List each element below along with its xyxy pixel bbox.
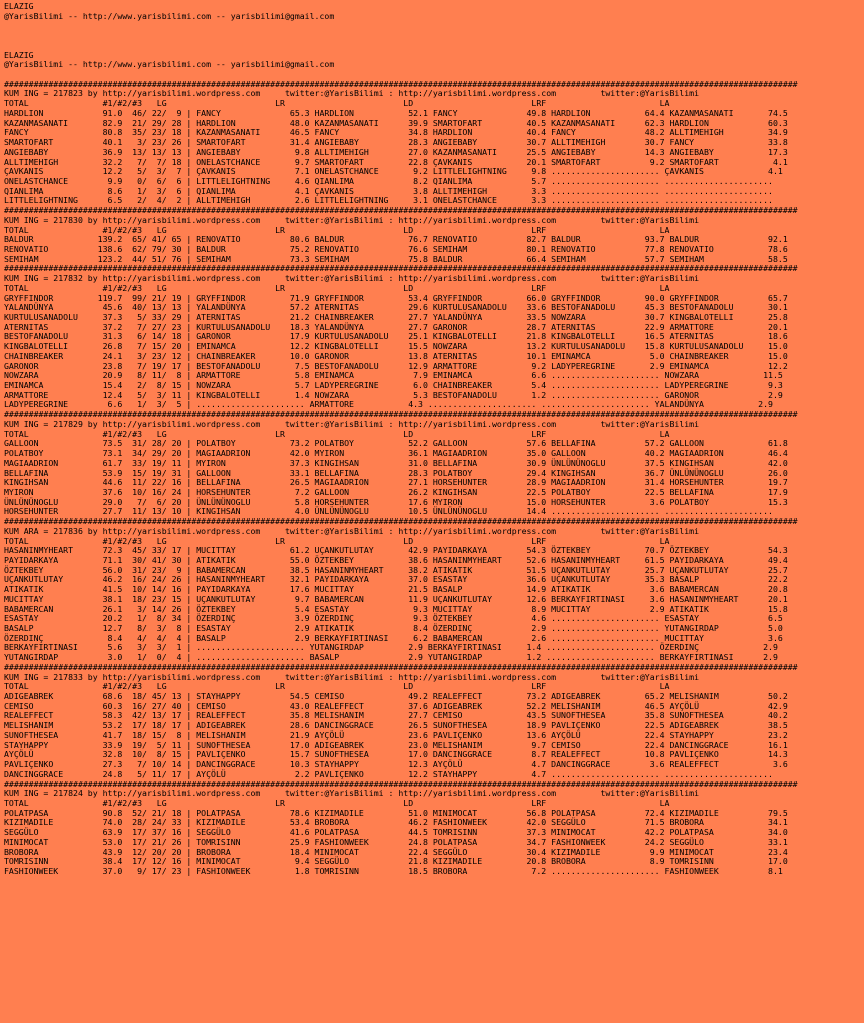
table-row: ÇAVKANIS 12.2 5/ 3/ 7 | ÇAVKANIS 7.1 ONELASTCHANCE 9.2 LITTLELIGHTNING 9.8 ...................... ÇAVKANIS 4.1	[4, 166, 783, 177]
column-header-line: TOTAL #1/#2/#3 LG LR LD LRF LA	[4, 797, 670, 808]
table-row: GALLOON 73.5 31/ 28/ 20 | POLATBOY 73.2 POLATBOY 52.2 GALLOON 57.6 BELLAFINA 57.2 GALLOON 61.8	[4, 438, 788, 449]
blank-line	[4, 21, 861, 31]
blank-line	[4, 31, 861, 41]
separator-line: #################################################################################################################################################################	[4, 78, 798, 89]
column-header-line: TOTAL #1/#2/#3 LG LR LD LRF LA	[4, 98, 670, 109]
table-row: UÇANKUTLUTAY 46.2 16/ 24/ 26 | HASANINMYHEART 32.1 PAYIDARKAYA 37.0 ESASTAY 36.6 UÇANKUTLUTAY 35.3 BASALP 22.2	[4, 574, 788, 585]
page-header-line: ELAZIG	[4, 49, 34, 60]
table-row: YALANDÜNYA 45.6 40/ 13/ 13 | YALANDÜNYA 57.2 ATERNITAS 29.6 KURTULUSANADOLU 33.6 BESTOFANADOLU 45.3 BESTOFANADOLU 30.1	[4, 302, 788, 313]
table-row: YUTANGIRDAP 3.0 1/ 0/ 4 | ...................... BASALP 2.9 YUTANGIRDAP 1.2 ...................... BERKAYFIRTINASI 2.9	[4, 652, 778, 663]
table-row: KAZANMASANATI 82.9 21/ 29/ 28 | HARDLION 48.0 KAZANMASANATI 39.9 SMARTOFART 40.5 KAZANMASANATI 62.3 HARDLION 60.3	[4, 117, 788, 128]
separator-line: #################################################################################################################################################################	[4, 778, 798, 789]
table-row: BELLAFINA 53.9 15/ 19/ 31 | GALLOON 33.1 BELLAFINA 28.3 POLATBOY 29.4 KINGIHSAN 36.7 ÜNLÜNÜNOGLU 26.0	[4, 467, 788, 478]
table-row: HASANINMYHEART 72.3 45/ 33/ 17 | MUCITTAY 61.2 UÇANKUTLUTAY 42.9 PAYIDARKAYA 54.3 ÖZTEKBEY 70.7 ÖZTEKBEY 54.3	[4, 545, 788, 556]
page-header-line: ELAZIG	[4, 1, 34, 11]
race-header-line: KUM ING = 217832 by http://yarisbilimi.wordpress.com twitter:@YarisBilimi : http://yarisbilimi.wordpress.com twitter:@YarisBilimi	[4, 273, 700, 284]
table-row: SUNOFTHESEA 41.7 18/ 15/ 8 | MELISHANIM 21.9 AYÇÖLÜ 23.6 PAVLIÇENKO 13.6 AYÇÖLÜ 22.4 STAYHAPPY 23.2	[4, 729, 788, 740]
table-row: KINGIHSAN 44.6 11/ 22/ 16 | BELLAFINA 26.5 MAGIAADRION 27.1 HORSEHUNTER 28.9 MAGIAADRION 31.4 HORSEHUNTER 19.7	[4, 477, 788, 488]
separator-line: #################################################################################################################################################################	[4, 661, 798, 672]
table-row: POLATBOY 73.1 34/ 29/ 20 | MAGIAADRION 42.0 MYIRON 36.1 MAGIAADRION 35.0 GALLOON 40.2 MAGIAADRION 46.4	[4, 448, 788, 459]
table-row: TOMRISINN 38.4 17/ 12/ 16 | MINIMOCAT 9.4 SEGGÜLO 21.8 KIZIMADILE 20.8 BROBORA 8.9 TOMRISINN 17.0	[4, 856, 788, 867]
race-header-line: KUM ING = 217830 by http://yarisbilimi.wordpress.com twitter:@YarisBilimi : http://yarisbilimi.wordpress.com twitter:@YarisBilimi	[4, 214, 700, 225]
table-row: MUCITTAY 38.1 18/ 23/ 15 | UÇANKUTLUTAY 9.7 BABAMERCAN 11.9 UÇANKUTLUTAY 12.6 BERKAYFIRTINASI 3.6 HASANINMYHEART 20.1	[4, 593, 788, 604]
table-row: AYÇÖLÜ 32.8 10/ 8/ 15 | PAVLIÇENKO 15.7 SUNOFTHESEA 17.0 DANCINGGRACE 8.7 REALEFFECT 10.8 PAVLIÇENKO 14.3	[4, 749, 788, 760]
table-row: POLATPASA 90.8 52/ 21/ 18 | POLATPASA 78.6 KIZIMADILE 51.0 MINIMOCAT 56.8 POLATPASA 72.4 KIZIMADILE 79.5	[4, 807, 788, 818]
separator-line: #################################################################################################################################################################	[4, 409, 798, 420]
table-row: MYIRON 37.6 10/ 16/ 24 | HORSEHUNTER 7.2 GALLOON 26.2 KINGIHSAN 22.5 POLATBOY 22.5 BELLAFINA 17.9	[4, 486, 788, 497]
table-row: LADYPEREGRINE 6.6 1/ 3/ 5 | ...................... ARMATTORE 4.3 ...................... ...................... YALANDÜNYA 2.9	[4, 399, 773, 410]
table-row: KIZIMADILE 74.0 28/ 24/ 33 | KIZIMADILE 53.4 BROBORA 46.2 FASHIONWEEK 42.0 SEGGÜLO 71.5 BROBORA 34.1	[4, 817, 788, 828]
table-row: EMINAMCA 15.4 2/ 8/ 15 | NOWZARA 5.7 LADYPEREGRINE 6.0 CHAINBREAKER 5.4 ...................... LADYPEREGRINE 9.3	[4, 380, 783, 391]
table-row: QIANLIMA 8.6 1/ 3/ 6 | QIANLIMA 4.1 ÇAVKANIS 3.8 ALLTIMEHIGH 3.3 ...................... ......................	[4, 185, 773, 196]
table-row: HARDLION 91.0 46/ 22/ 9 | FANCY 65.3 HARDLION 52.1 FANCY 49.8 HARDLION 64.4 KAZANMASANATI 74.5	[4, 107, 788, 118]
table-row: ATIKATIK 41.5 10/ 14/ 16 | PAYIDARKAYA 17.6 MUCITTAY 21.5 BASALP 14.9 ATIKATIK 3.6 BABAMERCAN 20.8	[4, 584, 788, 595]
column-header-line: TOTAL #1/#2/#3 LG LR LD LRF LA	[4, 224, 670, 235]
table-row: ATERNITAS 37.2 7/ 27/ 23 | KURTULUSANADOLU 18.3 YALANDÜNYA 27.7 GARONOR 28.7 ATERNITAS 22.9 ARMATTORE 20.1	[4, 321, 788, 332]
table-row: BROBORA 43.9 12/ 20/ 20 | BROBORA 18.4 MINIMOCAT 22.4 SEGGÜLO 30.4 KIZIMADILE 9.9 MINIMOCAT 23.4	[4, 846, 788, 857]
table-row: NOWZARA 20.9 8/ 11/ 8 | ARMATTORE 5.8 EMINAMCA 7.9 EMINAMCA 6.6 ...................... NOWZARA 11.5	[4, 370, 783, 381]
table-row: BABAMERCAN 26.1 3/ 14/ 26 | ÖZTEKBEY 5.4 ESASTAY 9.3 MUCITTAY 8.9 MUCITTAY 2.9 ATIKATIK 15.8	[4, 603, 788, 614]
race-header-line: KUM ING = 217823 by http://yarisbilimi.wordpress.com twitter:@YarisBilimi : http://yarisbilimi.wordpress.com twitter:@YarisBilimi	[4, 88, 700, 99]
blank-line	[4, 41, 861, 51]
table-row: ESASTAY 20.2 1/ 8/ 34 | ÖZERDINÇ 3.9 ÖZERDINÇ 9.3 ÖZTEKBEY 4.6 ...................... ESASTAY 6.5	[4, 613, 783, 624]
table-row: BALDUR 139.2 65/ 41/ 65 | RENOVATIO 80.6 BALDUR 76.7 RENOVATIO 82.7 BALDUR 93.7 BALDUR 92.1	[4, 234, 788, 245]
table-row: MELISHANIM 53.2 17/ 18/ 17 | ADIGEABREK 28.6 DANCINGGRACE 26.5 SUNOFTHESEA 18.9 PAVLIÇENKO 22.5 ADIGEABREK 38.5	[4, 720, 788, 731]
table-row: ALLTIMEHIGH 32.2 7/ 7/ 18 | ONELASTCHANCE 9.7 SMARTOFART 22.8 ÇAVKANIS 20.1 SMARTOFART 9.2 SMARTOFART 4.1	[4, 156, 788, 167]
race-header-line: KUM ING = 217824 by http://yarisbilimi.wordpress.com twitter:@YarisBilimi : http://yarisbilimi.wordpress.com twitter:@YarisBilimi	[4, 788, 700, 799]
table-row: MAGIAADRION 61.7 33/ 19/ 11 | MYIRON 37.3 KINGIHSAN 31.0 BELLAFINA 30.9 ÜNLÜNÜNOGLU 37.5 KINGIHSAN 42.0	[4, 457, 788, 468]
table-row: LITTLELIGHTNING 6.5 2/ 4/ 2 | ALLTIMEHIGH 2.6 LITTLELIGHTNING 3.1 ONELASTCHANCE 3.3 ...................... ......................	[4, 195, 773, 206]
table-row: SEMIHAM 123.2 44/ 51/ 76 | SEMIHAM 73.3 SEMIHAM 75.8 BALDUR 66.4 SEMIHAM 57.7 SEMIHAM 58.5	[4, 253, 788, 264]
table-row: GRYFFINDOR 119.7 99/ 21/ 19 | GRYFFINDOR 71.9 GRYFFINDOR 53.4 GRYFFINDOR 66.0 GRYFFINDOR 90.0 GRYFFINDOR 65.7	[4, 292, 788, 303]
race-header-line: KUM ING = 217829 by http://yarisbilimi.wordpress.com twitter:@YarisBilimi : http://yarisbilimi.wordpress.com twitter:@YarisBilimi	[4, 418, 700, 429]
table-row: BASALP 12.7 8/ 3/ 8 | ESASTAY 2.9 ATIKATIK 8.4 ÖZERDINÇ 2.9 ...................... YUTANGIRDAP 5.0	[4, 623, 783, 633]
table-row: REALEFFECT 58.3 42/ 13/ 17 | REALEFFECT 35.8 MELISHANIM 27.7 CEMISO 43.5 SUNOFTHESEA 35.8 SUNOFTHESEA 40.2	[4, 710, 788, 721]
table-row: ÜNLÜNÜNOGLU 29.0 7/ 6/ 20 | ÜNLÜNÜNOGLU 5.8 HORSEHUNTER 17.6 MYIRON 15.0 HORSEHUNTER 3.6 POLATBOY 15.3	[4, 496, 788, 507]
table-row: MINIMOCAT 53.0 17/ 21/ 26 | TOMRISINN 25.9 FASHIONWEEK 24.8 POLATPASA 34.7 FASHIONWEEK 24.2 SEGGÜLO 33.1	[4, 836, 788, 847]
table-row: KURTULUSANADOLU 37.3 5/ 33/ 29 | ATERNITAS 21.2 CHAINBREAKER 27.7 YALANDÜNYA 33.5 NOWZARA 30.7 KINGBALOTELLI 25.8	[4, 312, 788, 322]
table-row: SMARTOFART 40.1 3/ 23/ 26 | SMARTOFART 31.4 ANGIEBABY 28.3 ANGIEBABY 30.7 ALLTIMEHIGH 30.7 FANCY 33.8	[4, 137, 788, 148]
page-header-line: @YarisBilimi -- http://www.yarisbilimi.com -- yarisbilimi@gmail.com	[4, 59, 335, 70]
separator-line: #################################################################################################################################################################	[4, 263, 798, 274]
separator-line: #################################################################################################################################################################	[4, 205, 798, 216]
table-row: CHAINBREAKER 24.1 3/ 23/ 12 | CHAINBREAKER 10.0 GARONOR 13.8 ATERNITAS 10.1 EMINAMCA 5.0 CHAINBREAKER 15.0	[4, 350, 788, 361]
table-row: SEGGÜLO 63.9 17/ 37/ 16 | SEGGÜLO 41.6 POLATPASA 44.5 TOMRISINN 37.3 MINIMOCAT 42.2 POLATPASA 34.0	[4, 827, 788, 838]
separator-line: #################################################################################################################################################################	[4, 516, 798, 527]
table-row: ANGIEBABY 36.9 13/ 13/ 13 | ANGIEBABY 9.8 ALLTIMEHIGH 27.0 KAZANMASANATI 25.5 ANGIEBABY 14.3 ANGIEBABY 17.3	[4, 146, 788, 157]
table-row: RENOVATIO 138.6 62/ 79/ 30 | BALDUR 75.2 RENOVATIO 76.6 SEMIHAM 80.1 RENOVATIO 77.8 RENOVATIO 78.6	[4, 243, 788, 254]
table-row: BESTOFANADOLU 31.3 6/ 14/ 18 | GARONOR 17.9 KURTULUSANADOLU 25.1 KINGBALOTELLI 21.8 KINGBALOTELLI 16.5 ATERNITAS 18.6	[4, 331, 788, 342]
table-row: PAVLIÇENKO 27.3 7/ 10/ 14 | DANCINGGRACE 10.3 STAYHAPPY 12.3 AYÇÖLÜ 4.7 DANCINGGRACE 3.6 REALEFFECT 3.6	[4, 759, 788, 770]
table-row: BERKAYFIRTINASI 5.6 3/ 3/ 1 | ...................... YUTANGIRDAP 2.9 BERKAYFIRTINASI 1.4 ...................... ÖZERDINÇ 2.9	[4, 642, 778, 653]
column-header-line: TOTAL #1/#2/#3 LG LR LD LRF LA	[4, 681, 670, 692]
table-row: PAYIDARKAYA 71.1 30/ 41/ 30 | ATIKATIK 55.0 ÖZTEKBEY 38.6 HASANINMYHEART 52.6 HASANINMYHEART 61.5 PAYIDARKAYA 49.4	[4, 554, 788, 565]
table-row: FANCY 80.8 35/ 23/ 18 | KAZANMASANATI 46.5 FANCY 34.8 HARDLION 40.4 FANCY 48.2 ALLTIMEHIGH 34.9	[4, 127, 788, 138]
table-row: ONELASTCHANCE 9.9 0/ 6/ 6 | LITTLELIGHTNING 4.6 QIANLIMA 8.2 QIANLIMA 5.7 ...................... ......................	[4, 175, 773, 186]
table-row: CEMISO 60.3 16/ 27/ 40 | CEMISO 43.0 REALEFFECT 37.6 ADIGEABREK 52.2 MELISHANIM 46.5 AYÇÖLÜ 42.9	[4, 700, 788, 711]
table-row: KINGBALOTELLI 26.8 7/ 15/ 20 | EMINAMCA 12.2 KINGBALOTELLI 15.5 NOWZARA 13.2 KURTULUSANADOLU 15.8 KURTULUSANADOLU 15.0	[4, 341, 788, 352]
table-row: ÖZTEKBEY 56.0 31/ 23/ 9 | BABAMERCAN 38.5 HASANINMYHEART 38.2 ATIKATIK 51.5 UÇANKUTLUTAY 25.7 UÇANKUTLUTAY 25.7	[4, 564, 788, 575]
page-header-line: @YarisBilimi -- http://www.yarisbilimi.com -- yarisbilimi@gmail.com	[4, 10, 335, 21]
table-row: FASHIONWEEK 37.0 9/ 17/ 23 | FASHIONWEEK 1.8 TOMRISINN 18.5 BROBORA 7.2 ...................... FASHIONWEEK 8.1	[4, 865, 783, 876]
table-row: STAYHAPPY 33.9 19/ 5/ 11 | SUNOFTHESEA 17.0 ADIGEABREK 23.0 MELISHANIM 9.7 CEMISO 22.4 DANCINGGRACE 16.1	[4, 739, 788, 750]
race-header-line: KUM ARA = 217836 by http://yarisbilimi.wordpress.com twitter:@YarisBilimi : http://yarisbilimi.wordpress.com twitter:@YarisBilimi	[4, 525, 700, 536]
table-row: GARONOR 23.8 7/ 19/ 17 | BESTOFANADOLU 7.5 BESTOFANADOLU 12.9 ARMATTORE 9.2 LADYPEREGRINE 2.9 EMINAMCA 12.2	[4, 360, 788, 371]
table-row: ADIGEABREK 68.6 18/ 45/ 13 | STAYHAPPY 54.5 CEMISO 49.2 REALEFFECT 73.2 ADIGEABREK 65.2 MELISHANIM 50.2	[4, 691, 788, 702]
table-row: DANCINGGRACE 24.8 5/ 11/ 17 | AYÇÖLÜ 2.2 PAVLIÇENKO 12.2 STAYHAPPY 4.7 ...................... ......................	[4, 768, 773, 779]
table-row: ARMATTORE 12.4 5/ 3/ 11 | KINGBALOTELLI 1.4 NOWZARA 5.3 BESTOFANADOLU 1.2 ...................... GARONOR 2.9	[4, 389, 783, 400]
table-row: HORSEHUNTER 27.7 11/ 13/ 10 | KINGIHSAN 4.0 ÜNLÜNÜNOGLU 10.5 ÜNLÜNÜNOGLU 14.4 ...................... ......................	[4, 506, 773, 517]
column-header-line: TOTAL #1/#2/#3 LG LR LD LRF LA	[4, 535, 670, 546]
table-row: ÖZERDINÇ 8.4 4/ 4/ 4 | BASALP 2.9 BERKAYFIRTINASI 6.2 BABAMERCAN 2.6 ...................... MUCITTAY 3.6	[4, 632, 783, 643]
race-header-line: KUM ING = 217833 by http://yarisbilimi.wordpress.com twitter:@YarisBilimi : http://yarisbilimi.wordpress.com twitter:@YarisBilimi	[4, 671, 700, 682]
column-header-line: TOTAL #1/#2/#3 LG LR LD LRF LA	[4, 282, 670, 293]
column-header-line: TOTAL #1/#2/#3 LG LR LD LRF LA	[4, 428, 670, 439]
